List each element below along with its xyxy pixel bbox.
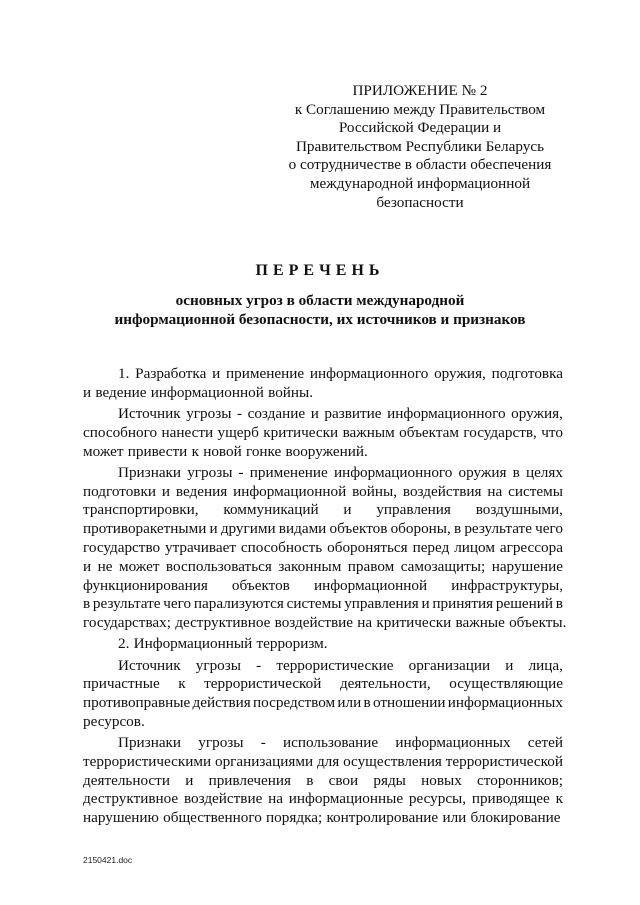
word: развитие (324, 404, 382, 422)
word: Источник (118, 656, 181, 674)
word: что (541, 423, 563, 441)
word: 2. (118, 635, 130, 653)
word: в (306, 771, 314, 789)
word: результате (92, 595, 161, 613)
word: парализуются (193, 595, 284, 613)
paragraph-line (83, 809, 563, 828)
word: решений (495, 595, 554, 613)
word: угрозы (186, 404, 232, 422)
word: лица, (528, 656, 563, 674)
word: - (238, 463, 244, 481)
word: приводящее (471, 790, 550, 808)
word: осуществляющие (449, 675, 563, 693)
appendix-line: Правительством Республики Беларусь (295, 137, 545, 155)
word: может (83, 442, 124, 460)
word: информационной (233, 482, 347, 500)
word: террористическими (83, 752, 212, 770)
word: лицом (454, 538, 495, 556)
word: информационного (387, 404, 506, 422)
word: критически (263, 423, 339, 441)
word: террористической (445, 752, 563, 770)
word: привлечения (208, 771, 291, 789)
document-body (83, 365, 567, 830)
word: противоракетными (83, 520, 207, 538)
appendix-line: к Соглашению между Правительством (294, 100, 546, 118)
paragraph-line (83, 772, 563, 791)
appendix-line: Российской Федерации и (338, 119, 502, 137)
word: ущерб (217, 423, 259, 441)
word: ресурсы, (408, 790, 467, 808)
document-subtitle (0, 292, 640, 329)
paragraph-line (83, 558, 563, 577)
paragraph-line (83, 520, 563, 539)
word: угрозы (198, 734, 244, 752)
word: объектов (329, 520, 388, 538)
paragraph (83, 463, 567, 633)
word: угрозы (195, 656, 241, 674)
paragraph-line (83, 713, 563, 732)
word: свои (328, 771, 359, 789)
word: действия (192, 694, 251, 712)
word: организациями (214, 752, 314, 770)
appendix-line: международной информационной (309, 174, 531, 192)
paragraph-line (83, 577, 563, 596)
word: Признаки (118, 463, 182, 481)
word: системы (508, 482, 563, 500)
appendix-line: безопасности (376, 193, 464, 211)
word: воздушными, (475, 501, 563, 519)
word: и (83, 383, 92, 401)
word: информационного (333, 463, 453, 481)
word: правом (347, 557, 395, 575)
word: 1. (118, 365, 130, 382)
word: деструктивное (175, 614, 271, 632)
word: государствах; (83, 614, 171, 632)
word: Информационный (133, 635, 253, 653)
word: информационных (447, 694, 563, 712)
word: и (505, 656, 514, 674)
word: информационного (309, 365, 429, 382)
paragraph-line (83, 464, 563, 483)
word: привести (127, 442, 188, 460)
word: угрозы (187, 463, 233, 481)
word: сторонников; (477, 771, 563, 789)
paragraph-line (83, 443, 563, 462)
word: терроризм. (256, 635, 328, 653)
word: вооружений. (285, 442, 368, 460)
word: воздействие (183, 790, 263, 808)
word: утрачивает (165, 538, 237, 556)
paragraph-line (83, 405, 563, 424)
paragraph-line (83, 384, 563, 403)
word: к (191, 442, 199, 460)
word: способность (240, 538, 323, 556)
word: важные (455, 614, 505, 632)
word: чего (535, 520, 563, 538)
word: деструктивное (83, 790, 179, 808)
word: создание (247, 404, 306, 422)
word: воздействия (402, 482, 482, 500)
word: новых (421, 771, 462, 789)
word: применение (249, 463, 328, 481)
word: инфраструктуры, (451, 576, 563, 594)
word: результате (464, 520, 532, 538)
word: общественного (163, 809, 262, 827)
word: Признаки (118, 734, 182, 752)
word: системы (286, 595, 342, 613)
word: другими (220, 520, 276, 538)
word: новой (203, 442, 242, 460)
word: объектам (399, 423, 460, 441)
word: управления (344, 595, 419, 613)
word: информационной (150, 383, 264, 401)
word: перед (412, 538, 450, 556)
word: - (236, 404, 243, 422)
word: деятельности, (339, 675, 431, 693)
word: террористической (204, 675, 322, 693)
paragraph (83, 657, 563, 732)
word: и (83, 557, 92, 575)
word: в (83, 595, 91, 613)
word: государств, (463, 423, 537, 441)
paragraph-line (83, 657, 563, 676)
word: и (421, 595, 430, 613)
word: отношении (372, 694, 446, 712)
word: оружия, (511, 404, 563, 422)
word: использование (283, 734, 379, 752)
word: и (310, 404, 319, 422)
word: на (357, 614, 373, 632)
word: управления (376, 501, 451, 519)
word: ресурсов. (83, 712, 145, 730)
paragraph-line (83, 595, 563, 614)
word: террористические (276, 656, 394, 674)
appendix-header (270, 82, 570, 212)
word: и (343, 501, 352, 519)
word: видами (278, 520, 327, 538)
word: и (209, 520, 218, 538)
word: на (268, 790, 283, 808)
word: функционирования (83, 576, 208, 594)
word: объектов (231, 576, 290, 594)
word: подготовки (83, 482, 156, 500)
word: чего (163, 595, 192, 613)
word: обороны, (390, 520, 451, 538)
paragraph (83, 365, 563, 403)
word: нарушению (83, 809, 159, 827)
paragraph-line (83, 635, 563, 654)
appendix-line: ПРИЛОЖЕНИЕ № 2 (352, 82, 488, 99)
word: в (453, 520, 462, 538)
word: к (178, 675, 186, 693)
word: воздействие (274, 614, 354, 632)
word: организации (408, 656, 491, 674)
word: критически (376, 614, 452, 632)
word: и (212, 365, 221, 382)
word: на (487, 482, 503, 500)
paragraph-line (83, 483, 563, 502)
word: способного (83, 423, 158, 441)
word: или (337, 694, 362, 712)
paragraph (83, 635, 563, 654)
word: блокирование (470, 809, 561, 827)
word: войны, (352, 482, 398, 500)
word: деятельности (83, 771, 170, 789)
word: может (118, 557, 160, 575)
word: транспортировки, (83, 501, 199, 519)
paragraph-line (83, 694, 563, 713)
paragraph-line (83, 734, 563, 753)
word: самозащиты; (400, 557, 486, 575)
word: сетей (527, 734, 563, 752)
word: к (555, 790, 563, 808)
word: осуществления (343, 752, 442, 770)
word: гонке (245, 442, 282, 460)
word: агрессора (499, 538, 563, 556)
paragraph-line (83, 424, 563, 443)
paragraph (83, 405, 563, 461)
appendix-line: о сотрудничестве в области обеспечения (288, 156, 552, 174)
word: ведение (95, 383, 147, 401)
paragraph-line (83, 614, 567, 633)
word: - (256, 656, 262, 674)
subtitle-line: информационной безопасности, их источников и признаков (114, 310, 526, 328)
word: Источник (118, 404, 181, 422)
paragraph-line (83, 539, 563, 558)
word: контролирование (326, 809, 439, 827)
file-name-footer: 2150421.doc (83, 855, 133, 865)
word: целях (525, 463, 563, 481)
word: в (363, 694, 371, 712)
word: информационные (288, 790, 404, 808)
paragraph (83, 734, 563, 828)
word: посредством (253, 694, 336, 712)
word: - (260, 734, 266, 752)
paragraph-line (83, 675, 563, 694)
word: нанести (161, 423, 214, 441)
word: принятия (432, 595, 494, 613)
word: нарушение (491, 557, 563, 575)
word: ряды (373, 771, 406, 789)
word: в (555, 595, 563, 613)
word: войны. (268, 383, 314, 401)
paragraph-line (83, 501, 563, 520)
word: ведения (175, 482, 228, 500)
word: коммуникаций (223, 501, 319, 519)
word: обороняться (327, 538, 408, 556)
word: противоправные (83, 694, 191, 712)
word: воспользоваться (165, 557, 272, 575)
word: информационной (313, 576, 428, 594)
paragraph-line (83, 753, 563, 772)
paragraph-line (83, 790, 563, 809)
word: и (161, 482, 170, 500)
subtitle-line: основных угроз в области международной (175, 292, 465, 309)
word: информационных (395, 734, 511, 752)
word: объекты. (509, 614, 567, 632)
word: законным (278, 557, 342, 575)
word: порядка; (266, 809, 323, 827)
paragraph-line (83, 365, 563, 384)
word: для (316, 752, 340, 770)
word: оружия (458, 463, 507, 481)
word: оружия, (434, 365, 486, 382)
word: государство (83, 538, 161, 556)
word: применение (226, 365, 305, 382)
word: в (512, 463, 520, 481)
document-title: ПЕРЕЧЕНЬ (255, 262, 385, 279)
word: или (442, 809, 467, 827)
word: причастные (83, 675, 160, 693)
word: подготовка (491, 365, 563, 382)
word: не (97, 557, 113, 575)
word: и (185, 771, 194, 789)
word: Разработка (135, 365, 207, 382)
word: важным (342, 423, 395, 441)
